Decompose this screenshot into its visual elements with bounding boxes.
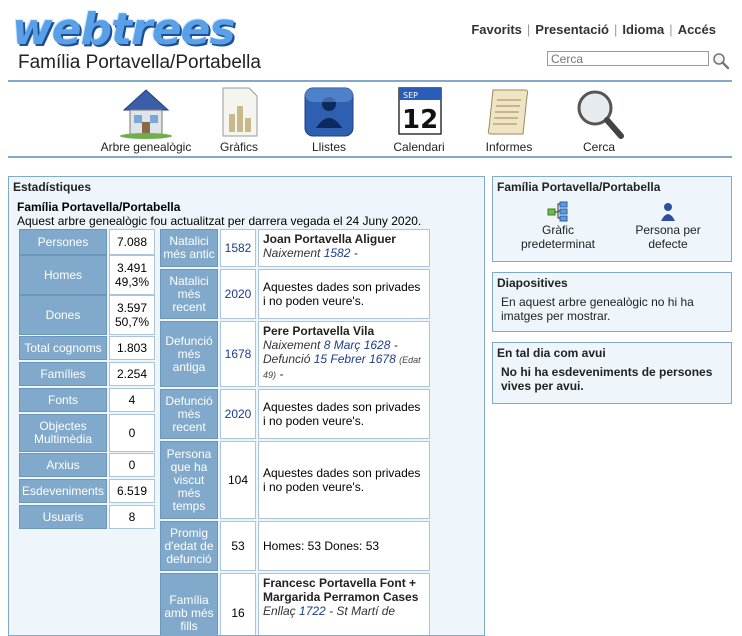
scroll-icon xyxy=(479,84,539,140)
block-title: Estadístiques xyxy=(13,180,92,194)
stat-value: 3.597 50,7% xyxy=(109,295,155,335)
menu-label: Cerca xyxy=(582,140,615,154)
person-icon xyxy=(657,201,679,223)
stat-value: 0 xyxy=(109,453,155,477)
stat-value: 8 xyxy=(109,505,155,529)
webtrees-logo[interactable]: webtrees xyxy=(12,4,235,55)
main-menu xyxy=(8,84,732,156)
stat-year[interactable]: 1678 xyxy=(220,321,256,387)
stat-label: Natalici més antic xyxy=(160,229,218,267)
stat-label: Usuaris xyxy=(19,505,107,529)
stat-label: Promig d'edat de defunció xyxy=(160,521,218,571)
nav-favorites[interactable]: Favorits xyxy=(471,22,522,37)
stat-label: Defunció més antiga xyxy=(160,321,218,387)
on-this-day-text: No hi ha esdeveniments de persones vives per avui. xyxy=(501,365,713,393)
tree-title: Família Portavella/Portabella xyxy=(17,200,181,214)
stat-value: 2.254 xyxy=(109,362,155,386)
stat-value: 104 xyxy=(220,441,256,519)
calendar-icon xyxy=(389,84,449,140)
stat-label: Esdeveniments xyxy=(19,479,107,503)
statistics-block xyxy=(8,176,485,636)
menu-label: Arbre genealògic xyxy=(100,140,192,154)
house-icon xyxy=(116,84,176,140)
site-title: Família Portavella/Portabella xyxy=(18,52,261,73)
stat-label: Defunció més recent xyxy=(160,389,218,439)
calendar-day: 12 xyxy=(402,105,439,135)
menu-label: Llistes xyxy=(311,140,346,154)
on-this-day-block xyxy=(492,342,732,404)
private-text: Aquestes dades son privades i no poden veure's. xyxy=(258,269,430,319)
private-text: Aquestes dades son privades i no poden veure's. xyxy=(258,441,430,519)
family-link[interactable]: Francesc Portavella Font + Margarida Perramon Cases xyxy=(263,576,419,604)
magnifier-icon xyxy=(569,84,629,140)
slideshow-block xyxy=(492,272,732,332)
average-age-text: Homes: 53 Dones: 53 xyxy=(258,521,430,571)
menu-label: Calendari xyxy=(393,140,445,154)
person-link[interactable]: Pere Portavella Vila xyxy=(263,324,375,338)
stat-label: Persona que ha viscut més temps xyxy=(160,441,218,519)
menu-lists[interactable] xyxy=(294,84,364,154)
people-icon xyxy=(299,84,359,140)
stat-value: 6.519 xyxy=(109,479,155,503)
nav-theme[interactable]: Presentació xyxy=(535,22,609,37)
stat-value: 0 xyxy=(109,414,155,452)
default-chart-link[interactable]: Gràfic predeterminat xyxy=(513,201,603,251)
stat-label: Dones xyxy=(19,295,107,335)
stat-value: 1.803 xyxy=(109,336,155,360)
menu-calendar[interactable] xyxy=(384,84,454,154)
stat-value: 3.491 49,3% xyxy=(109,255,155,295)
menu-label: Gràfics xyxy=(219,140,258,154)
search-input[interactable] xyxy=(547,51,709,66)
tree-info-block xyxy=(492,176,732,262)
stat-value: 4 xyxy=(109,388,155,412)
stat-year[interactable]: 1582 xyxy=(220,229,256,267)
stat-label: Total cognoms xyxy=(19,336,107,360)
stat-label: Família amb més fills xyxy=(160,573,218,636)
date-link[interactable]: 1582 xyxy=(323,246,351,260)
block-title: Família Portavella/Portabella xyxy=(497,180,661,194)
stat-label: Arxius xyxy=(19,453,107,477)
calendar-month: SEP xyxy=(403,91,418,100)
search-icon[interactable] xyxy=(712,52,730,70)
record-cell: Francesc Portavella Font + Margarida Perramon Cases Enllaç 1722 - St Martí de xyxy=(258,573,430,636)
stat-label: Natalici més recent xyxy=(160,269,218,319)
menu-label: Informes xyxy=(485,140,533,154)
stat-year[interactable]: 2020 xyxy=(220,269,256,319)
date-link[interactable]: 15 Febrer 1678 xyxy=(313,352,396,366)
pedigree-icon xyxy=(547,201,569,223)
stat-label: Homes xyxy=(19,255,107,295)
default-person-link[interactable]: Persona per defecte xyxy=(623,201,713,251)
menu-reports[interactable] xyxy=(474,84,544,154)
stat-value: 53 xyxy=(220,521,256,571)
nav-login[interactable]: Accés xyxy=(677,22,716,37)
stat-label: Persones xyxy=(19,229,107,255)
nav-language[interactable]: Idioma xyxy=(622,22,665,37)
date-link[interactable]: 1722 xyxy=(299,604,326,618)
stat-label: Fonts xyxy=(19,388,107,412)
date-link[interactable]: 8 Març 1628 xyxy=(323,338,391,352)
block-title: Diapositives xyxy=(497,276,568,290)
private-text: Aquestes dades son privades i no poden veure's. xyxy=(258,389,430,439)
menu-search[interactable] xyxy=(564,84,634,154)
stat-label: Famílies xyxy=(19,362,107,386)
stat-label: Objectes Multimèdia xyxy=(19,414,107,452)
person-link[interactable]: Joan Portavella Aliguer xyxy=(263,232,396,246)
menu-tree[interactable] xyxy=(96,84,196,154)
menu-charts[interactable] xyxy=(204,84,274,154)
stat-value: 16 xyxy=(220,573,256,636)
chart-icon xyxy=(209,84,269,140)
stat-year[interactable]: 2020 xyxy=(220,389,256,439)
block-title: En tal dia com avui xyxy=(497,346,606,360)
stat-value: 7.088 xyxy=(109,229,155,255)
slideshow-empty-text: En aquest arbre genealògic no hi ha imatges per mostrar. xyxy=(501,295,694,323)
updated-text: Aquest arbre genealògic fou actualitzat per darrera vegada el 24 Juny 2020. xyxy=(17,214,422,228)
menu-divider xyxy=(8,156,732,158)
record-cell: Pere Portavella Vila Naixement 8 Març 1628 - Defunció 15 Febrer 1678 (Edat 49) - xyxy=(258,321,430,387)
top-nav: Favorits | Presentació | Idioma | Accés xyxy=(471,22,716,37)
record-cell: Joan Portavella Aliguer Naixement 1582 - xyxy=(258,229,430,267)
header-divider xyxy=(8,80,732,82)
